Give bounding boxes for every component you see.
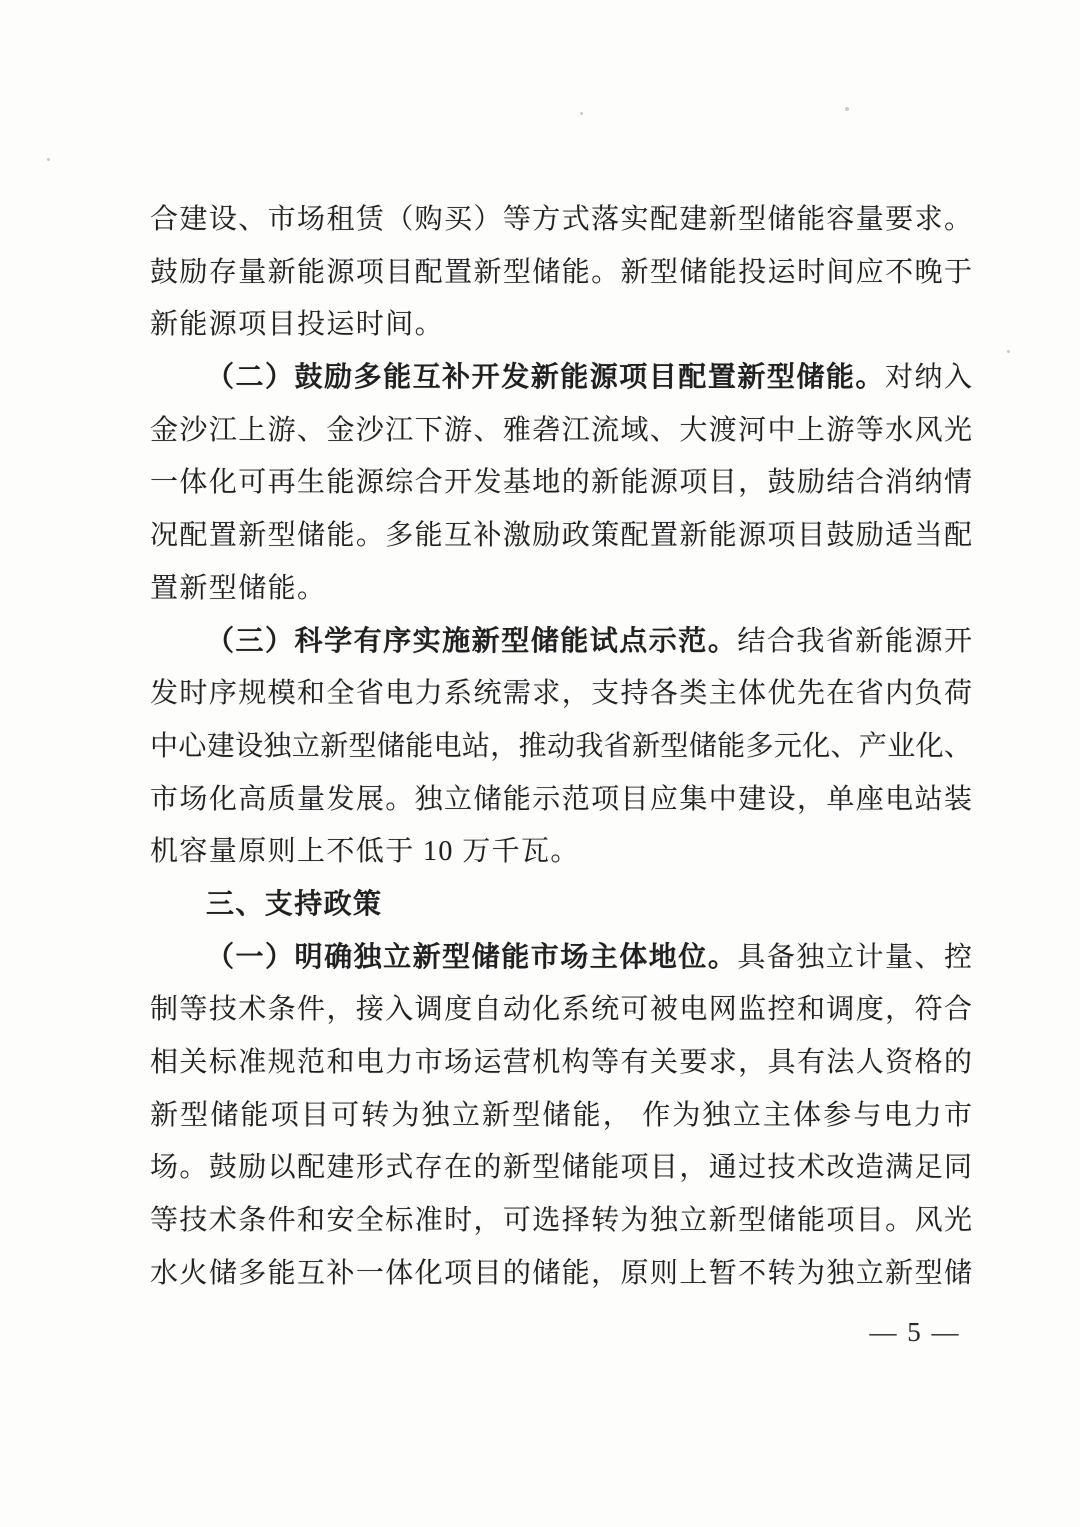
text-line (150, 826, 972, 879)
scan-speck (580, 112, 583, 115)
text-line (150, 668, 972, 721)
body-text: 具备独立计量、控 (737, 941, 972, 973)
body-text: 一体化可再生能源综合开发基地的新能源项目，鼓励结合消纳情 (150, 467, 972, 499)
scan-speck (1007, 350, 1010, 353)
body-text: 新型储能项目可转为独立新型储能， 作为独立主体参与电力市 (150, 1099, 972, 1131)
document-body (150, 194, 972, 1300)
text-line (150, 1037, 972, 1090)
text-line (150, 510, 972, 563)
scan-speck (845, 107, 849, 111)
paragraph-item-2 (150, 352, 972, 615)
body-text: 机容量原则上不低于 10 万千瓦。 (150, 836, 580, 868)
text-line (150, 299, 972, 352)
body-text: 新能源项目投运时间。 (150, 309, 445, 341)
text-line (150, 721, 972, 774)
bold-text: （一）明确独立新型储能市场主体地位。 (206, 941, 738, 973)
text-line (150, 457, 972, 510)
text-line (150, 932, 972, 985)
text-line (150, 1248, 972, 1301)
body-text: 制等技术条件，接入调度自动化系统可被电网监控和调度，符合 (150, 994, 972, 1026)
bold-text: （三）科学有序实施新型储能试点示范。 (206, 625, 738, 657)
body-text: 相关标准规范和电力市场运营机构等有关要求，具有法人资格的 (150, 1047, 972, 1078)
body-text: 场。鼓励以配建形式存在的新型储能项目，通过技术改造满足同 (150, 1152, 972, 1184)
page-number: — 5 — (869, 1317, 961, 1347)
body-text: 水火储多能互补一体化项目的储能，原则上暂不转为独立新型储 (150, 1257, 972, 1289)
section-heading-3 (150, 879, 972, 932)
body-text: 中心建设独立新型储能电站，推动我省新型储能多元化、产业化、 (150, 730, 972, 762)
text-line (150, 616, 972, 669)
scan-speck (47, 158, 50, 161)
bold-text: 三、支持政策 (206, 888, 383, 920)
text-line (150, 194, 972, 247)
text-line (150, 405, 972, 458)
body-text: 结合我省新能源开 (737, 625, 972, 657)
text-line (150, 774, 972, 827)
paragraph-item-1 (150, 932, 972, 1301)
body-text: 市场化高质量发展。独立储能示范项目应集中建设，单座电站装 (150, 783, 972, 815)
body-text: 金沙江上游、金沙江下游、雅砻江流域、大渡河中上游等水风光 (150, 414, 972, 446)
text-line (150, 984, 972, 1037)
body-text: 况配置新型储能。多能互补激励政策配置新能源项目鼓励适当配 (150, 520, 972, 552)
body-text: 发时序规模和全省电力系统需求，支持各类主体优先在省内负荷 (150, 678, 972, 710)
body-text: 鼓励存量新能源项目配置新型储能。新型储能投运时间应不晚于 (150, 256, 972, 288)
text-line (150, 879, 972, 932)
body-text: 置新型储能。 (150, 572, 327, 604)
body-text: 合建设、市场租赁（购买）等方式落实配建新型储能容量要求。 (150, 204, 972, 235)
text-line (150, 1195, 972, 1248)
body-text: 对纳入 (884, 362, 972, 394)
text-line (150, 563, 972, 616)
text-line (150, 247, 972, 300)
text-line (150, 1142, 972, 1195)
text-line (150, 352, 972, 405)
text-line (150, 1090, 972, 1143)
body-text: 等技术条件和安全标准时，可选择转为独立新型储能项目。风光 (150, 1205, 972, 1237)
paragraph-item-3 (150, 616, 972, 879)
bold-text: （二）鼓励多能互补开发新能源项目配置新型储能。 (206, 362, 885, 394)
paragraph-intro-continuation (150, 194, 972, 352)
